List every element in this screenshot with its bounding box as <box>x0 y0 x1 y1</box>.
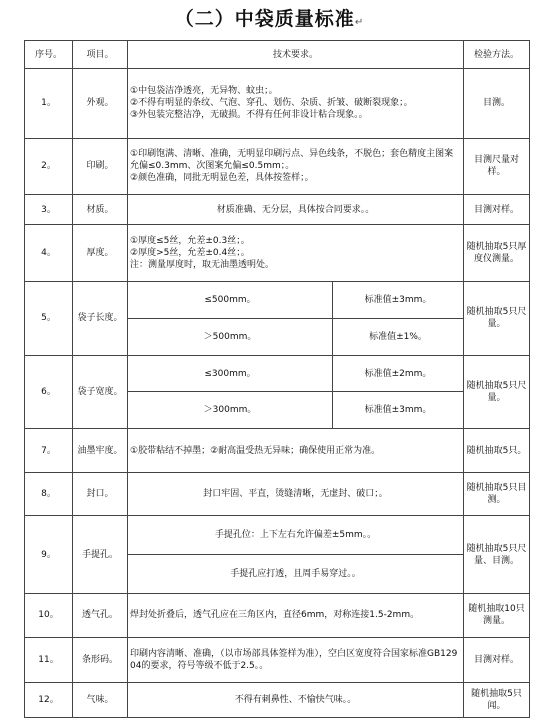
row-no: 10。 <box>25 594 73 637</box>
width-tolerance: 标准值±2mm。 <box>333 355 464 392</box>
req-line: 不得有刺鼻性、不愉快气味。。 <box>234 695 357 706</box>
row-no: 1。 <box>25 69 73 138</box>
row-requirement <box>128 683 464 718</box>
table-row <box>25 69 530 138</box>
row-no: 5。 <box>25 281 73 355</box>
handle-punch-req: 手提孔应打透，且周手易穿过。。 <box>128 555 464 594</box>
row-no: 6。 <box>25 355 73 429</box>
req-line: 印刷内容清晰、准确，（以市场部具体签样为准），空白区宽度符合国家标准GB12904的要求，符号等级不低于2.5。。 <box>130 648 458 671</box>
row-item: 印刷。 <box>73 138 128 194</box>
handle-position-req: 手提孔位：上下左右允许偏差±5mm。。 <box>128 516 464 555</box>
length-tolerance: 标准值±3mm。 <box>333 281 464 318</box>
row-no: 11。 <box>25 637 73 683</box>
table-row <box>25 683 530 718</box>
table-row <box>25 516 530 555</box>
req-line: 材质准确、无分层，具体按合同要求。。 <box>216 204 375 215</box>
row-no: 9。 <box>25 516 73 594</box>
req-line: ②厚度>5丝，允差±0.4丝；。 <box>130 248 250 259</box>
row-no: 3。 <box>25 195 73 225</box>
table-row <box>25 281 530 318</box>
row-item: 外观。 <box>73 69 128 138</box>
row-no: 7。 <box>25 429 73 472</box>
table-row <box>25 637 530 683</box>
length-tolerance: 标准值±1%。 <box>333 318 464 355</box>
row-method: 随机抽取5只尺量。 <box>464 355 530 429</box>
row-item: 封口。 <box>73 472 128 515</box>
req-line: 注：测量厚度时，取无油墨透明处。 <box>130 260 275 271</box>
table-row <box>25 472 530 515</box>
row-requirement <box>128 472 464 515</box>
row-requirement <box>128 637 464 683</box>
table-row <box>25 195 530 225</box>
row-method: 随机抽取5只尺量。 <box>464 281 530 355</box>
table-row <box>25 138 530 194</box>
width-condition: ＞300mm。 <box>128 392 333 429</box>
row-no: 12。 <box>25 683 73 718</box>
page-title <box>0 4 539 31</box>
row-item: 袋子长度。 <box>73 281 128 355</box>
row-no: 4。 <box>25 225 73 281</box>
row-method: 目测。 <box>464 69 530 138</box>
quality-standard-table <box>24 40 530 718</box>
row-method: 随机抽取5只尺量、目测。 <box>464 516 530 594</box>
req-line: ②不得有明显的条纹、气泡、穿孔、划伤、杂质、折皱、破断裂现象；。 <box>130 98 413 109</box>
row-method: 随机抽取5只。 <box>464 429 530 472</box>
req-line: ①厚度≤5丝，允差±0.3丝；。 <box>130 236 250 247</box>
req-line: ①胶带粘结不掉墨；②耐高温受热无异味；确保使用正常为准。 <box>130 445 381 456</box>
length-condition: ≤500mm。 <box>128 281 333 318</box>
req-line: ②颜色准确，同批无明显色差，具体按签样；。 <box>130 173 314 184</box>
req-line: ③外包装完整洁净，无破损。不得有任何非设计粘合现象。。 <box>130 110 368 121</box>
title-text: （二）中袋质量标准 <box>174 8 355 30</box>
row-method: 随机抽取5只目测。 <box>464 472 530 515</box>
row-requirement <box>128 225 464 281</box>
req-line: 焊封处折叠后，透气孔应在三角区内，直径6mm，对称连接1.5-2mm。 <box>130 610 420 621</box>
header-no: 序号。 <box>25 41 73 69</box>
row-item: 袋子宽度。 <box>73 355 128 429</box>
table-row <box>25 355 530 392</box>
row-no: 2。 <box>25 138 73 194</box>
row-method: 目测对样。 <box>464 195 530 225</box>
row-method: 随机抽取5只厚度仪测量。 <box>464 225 530 281</box>
width-condition: ≤300mm。 <box>128 355 333 392</box>
header-method: 检验方法。 <box>464 41 530 69</box>
row-method: 目测对样。 <box>464 637 530 683</box>
row-requirement <box>128 195 464 225</box>
row-method: 目测尺量对样。 <box>464 138 530 194</box>
row-method: 随机抽取10只测量。 <box>464 594 530 637</box>
row-requirement <box>128 594 464 637</box>
row-item: 油墨牢度。 <box>73 429 128 472</box>
table-row <box>25 225 530 281</box>
row-requirement <box>128 69 464 138</box>
row-item: 手提孔。 <box>73 516 128 594</box>
table-row <box>25 429 530 472</box>
row-item: 厚度。 <box>73 225 128 281</box>
row-requirement <box>128 429 464 472</box>
header-requirement: 技术要求。 <box>128 41 464 69</box>
row-item: 材质。 <box>73 195 128 225</box>
header-item: 项目。 <box>73 41 128 69</box>
paragraph-mark: ↵ <box>354 17 365 28</box>
row-item: 条形码。 <box>73 637 128 683</box>
row-requirement <box>128 138 464 194</box>
row-item: 气味。 <box>73 683 128 718</box>
row-no: 8。 <box>25 472 73 515</box>
req-line: 封口牢固、平直，烫缝清晰，无虚封、破口；。 <box>203 488 388 499</box>
req-line: ①印刷饱满、清晰、准确，无明显印刷污点、异色线条，不脱色；套色精度主图案允偏≤0.3mm、次图案允偏≤0.5mm；。 <box>130 149 454 172</box>
row-method: 随机抽取5只闻。 <box>464 683 530 718</box>
length-condition: ＞500mm。 <box>128 318 333 355</box>
width-tolerance: 标准值±3mm。 <box>333 392 464 429</box>
header-row <box>25 41 530 69</box>
table-row <box>25 594 530 637</box>
req-line: ①中包袋洁净透亮，无异物、蚊虫；。 <box>130 86 278 97</box>
row-item: 透气孔。 <box>73 594 128 637</box>
